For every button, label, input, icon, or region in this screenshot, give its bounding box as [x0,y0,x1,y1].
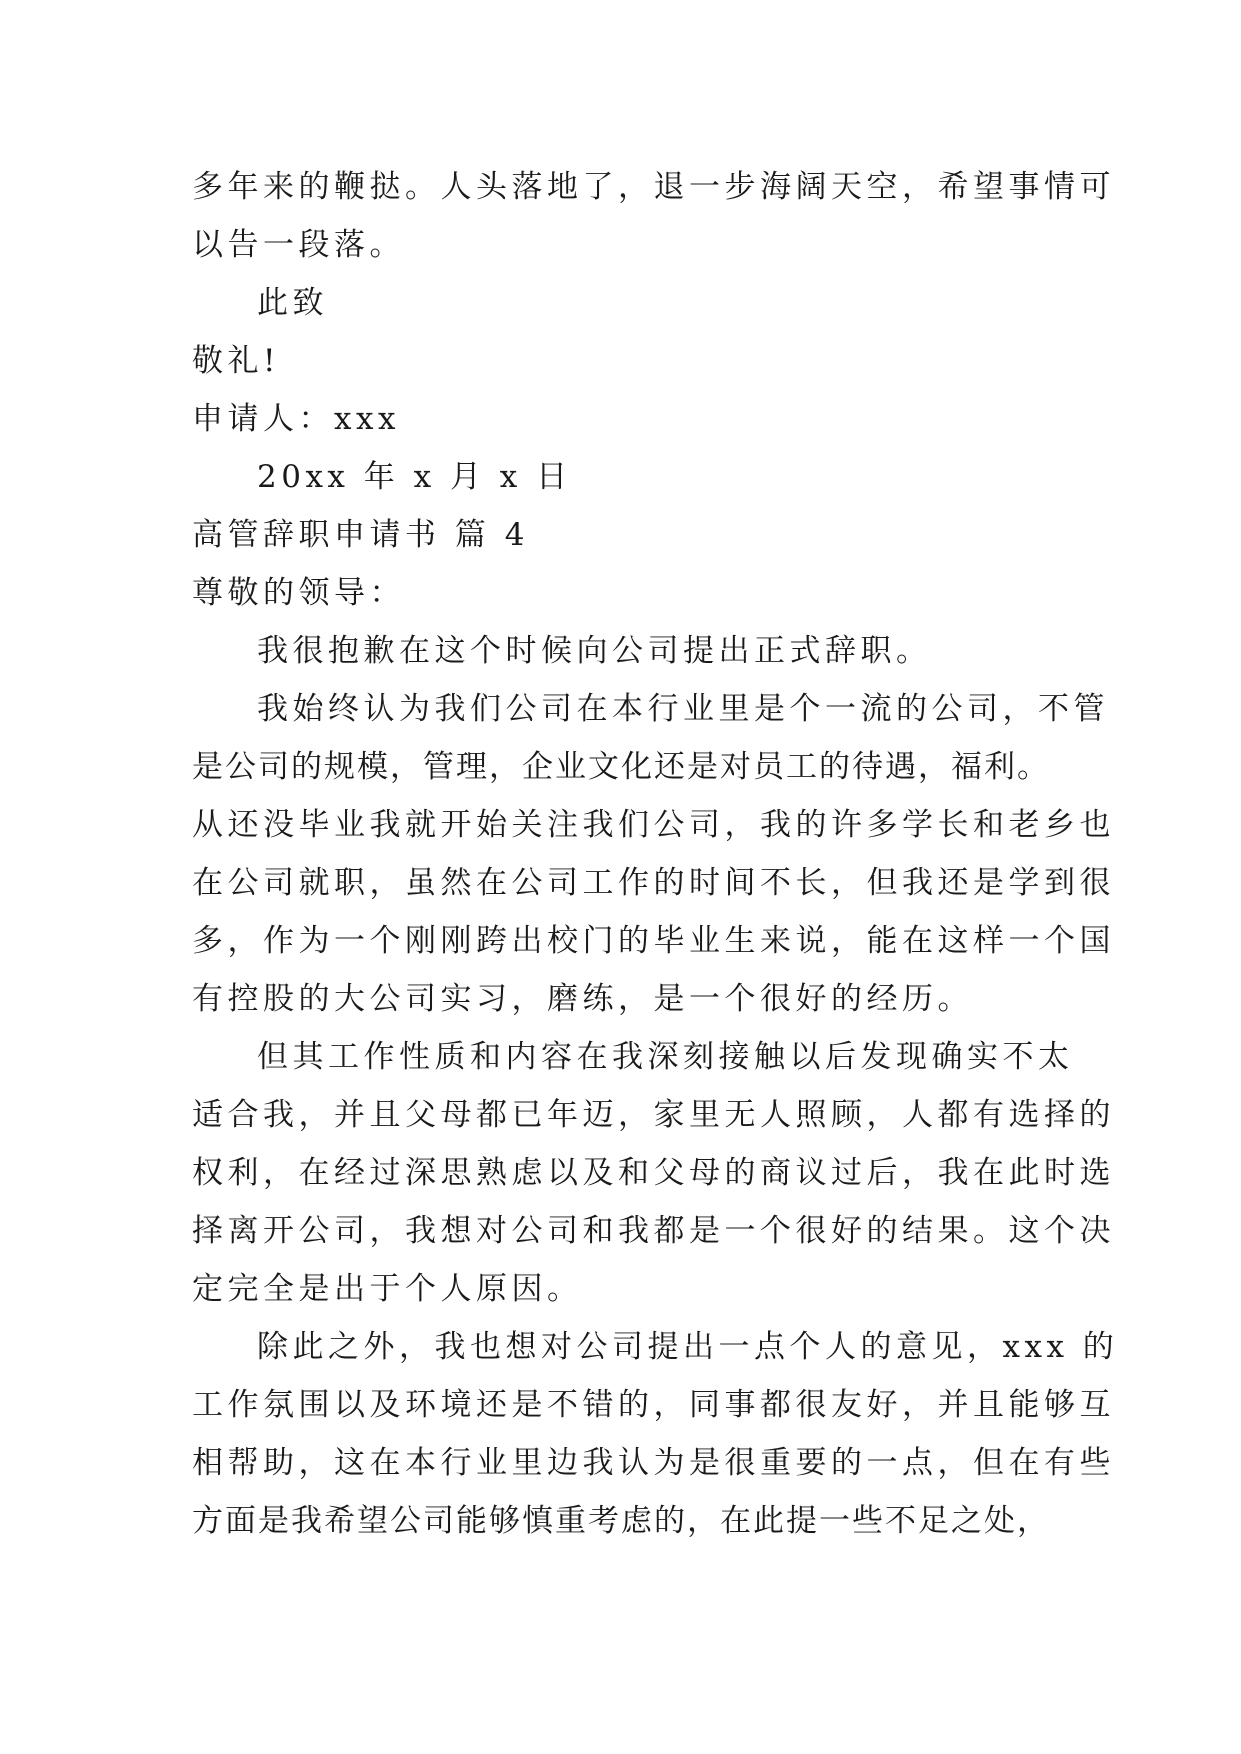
text-line: 我很抱歉在这个时候向公司提出正式辞职。 [257,633,932,669]
text-line: 适合我，并且父母都已年迈，家里无人照顾，人都有选择的 [192,1097,1115,1133]
text-line: 我始终认为我们公司在本行业里是个一流的公司，不管 [257,691,1109,727]
text-line: 方面是我希望公司能够慎重考虑的，在此提一些不足之处， [192,1503,1050,1539]
document-body [192,158,1119,1550]
greeting-line: 尊敬的领导： [192,575,405,611]
text-line: 多，作为一个刚刚跨出校门的毕业生来说，能在这样一个国 [192,923,1115,959]
text-line: 在公司就职，虽然在公司工作的时间不长，但我还是学到很 [192,865,1115,901]
text-line: 有控股的大公司实习，磨练，是一个很好的经历。 [192,981,973,1017]
text-line: 但其工作性质和内容在我深刻接触以后发现确实不太 [257,1039,1074,1075]
closing-salutation: 此致 [257,285,328,321]
text-line: 从还没毕业我就开始关注我们公司，我的许多学长和老乡也 [192,807,1115,843]
text-line: 多年来的鞭挞。人头落地了，退一步海阔天空，希望事情可 [192,169,1115,205]
applicant-line: 申请人：xxx [192,401,400,437]
section-title: 高管辞职申请书 篇 4 [192,517,529,553]
text-line: 择离开公司，我想对公司和我都是一个很好的结果。这个决 [192,1213,1115,1249]
closing-regards: 敬礼! [192,343,280,379]
text-line: 工作氛围以及环境还是不错的，同事都很友好，并且能够互 [192,1387,1115,1423]
date-line: 20xx 年 x 月 x 日 [257,459,572,495]
text-line: 定完全是出于个人原因。 [192,1271,583,1307]
text-line: 是公司的规模，管理，企业文化还是对员工的待遇，福利。 [192,749,1050,785]
text-line: 除此之外，我也想对公司提出一点个人的意见，xxx 的 [257,1329,1119,1365]
text-line: 相帮助，这在本行业里边我认为是很重要的一点，但在有些 [192,1445,1115,1481]
text-line: 以告一段落。 [192,227,405,263]
text-line: 权利，在经过深思熟虑以及和父母的商议过后，我在此时选 [192,1155,1115,1191]
